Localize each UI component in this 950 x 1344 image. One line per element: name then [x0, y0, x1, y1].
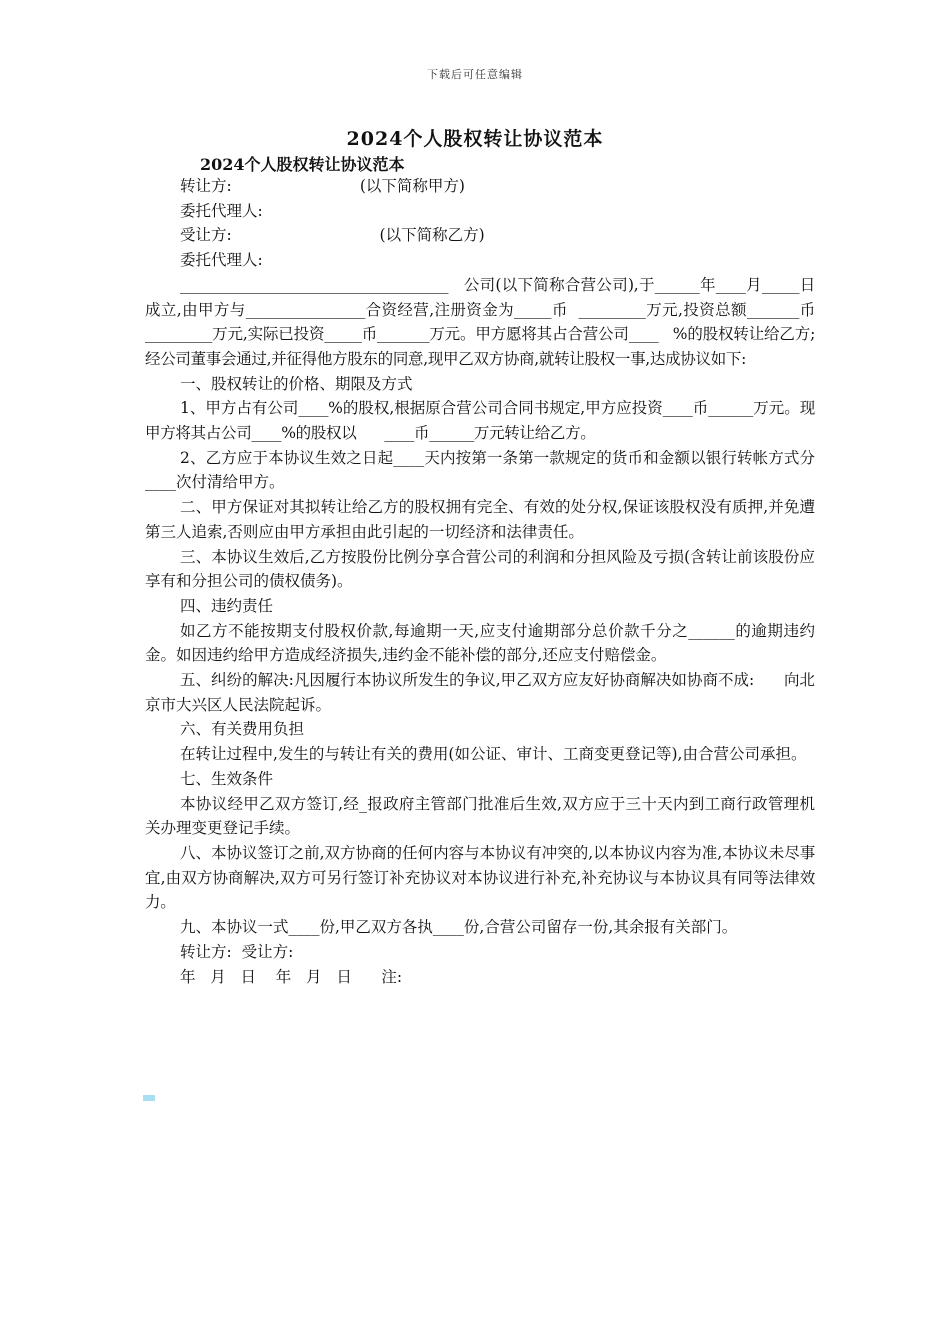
paragraph-8: 八、本协议签订之前,双方协商的任何内容与本协议有冲突的,以本协议内容为准,本协议未尽事宜,由双方协商解决,双方可另行签订补充协议对本协议进行补充,补充协议与本协议具有同等法律效力。: [145, 843, 815, 912]
paragraph-transferor-agent: 委托代理人:: [180, 201, 263, 220]
document-subtitle: 2024个人股权转让协议范本: [200, 155, 405, 174]
signature-parties: 转让方: 受让方:: [180, 942, 294, 961]
document-title: 2024个人股权转让协议范本: [346, 128, 604, 150]
paragraph-4: 如乙方不能按期支付股权价款,每逾期一天,应支付逾期部分总价款千分之______的逾期违约金。如因违约给甲方造成经济损失,违约金不能补偿的部分,还应支付赔偿金。: [145, 621, 815, 665]
header-note: 下载后可任意编辑: [427, 68, 523, 81]
paragraph-2: 二、甲方保证对其拟转让给乙方的股权拥有完全、有效的处分权,保证该股权没有质押,并免遭第三人追索,否则应由甲方承担由此引起的一切经济和法律责任。: [145, 498, 815, 541]
section-heading-6: 六、有关费用负担: [180, 720, 305, 739]
section-heading-4: 四、违约责任: [180, 596, 274, 615]
section-heading-1: 一、股权转让的价格、期限及方式: [180, 374, 413, 393]
paragraph-3: 三、本协议生效后,乙方按股份比例分享合营公司的利润和分担风险及亏损(含转让前该股份应享有和分担公司的债权债务)。: [145, 547, 815, 591]
paragraph-6: 在转让过程中,发生的与转让有关的费用(如公证、审计、工商变更登记等),由合营公司承担。: [180, 745, 807, 764]
paragraph-7: 本协议经甲乙双方签订,经_报政府主管部门批准后生效,双方应于三十天内到工商行政管理机关办理变更登记手续。: [145, 794, 815, 838]
paragraph-1-1: 1、甲方占有公司____%的股权,根据原合营公司合同书规定,甲方应投资____币______万元。现甲方将其占公司____%的股权以 ____币______万元转让给乙方。: [145, 399, 815, 443]
paragraph-9: 九、本协议一式____份,甲乙双方各执____份,合营公司留存一份,其余报有关部门。: [180, 918, 738, 937]
paragraph-1-2: 2、乙方应于本协议生效之日起____天内按第一条第一款规定的货币和金额以银行转帐方式分____次付清给甲方。: [145, 448, 815, 492]
paragraph-transferee-agent: 委托代理人:: [180, 251, 263, 270]
paragraph-transferor: 转让方: (以下简称甲方): [180, 177, 465, 195]
section-heading-7: 七、生效条件: [180, 769, 274, 788]
signature-dates: 年 月 日 年 月 日 注:: [180, 967, 403, 986]
paragraph-5: 五、纠纷的解决:凡因履行本协议所发生的争议,甲乙双方应友好协商解决如协商不成: 向北京市大兴区人民法院起诉。: [145, 671, 815, 714]
decorative-mark: [143, 1095, 155, 1101]
paragraph-preamble: ____________________________________ 公司(以下简称合营公司),于______年____月_____日成立,由甲方与________________合资经营,注册资金为_____币 _________万元,投资总额_______币_________万元,实际已投资_____币_______万元。甲方愿将其占合营公司____ %的股权转让给乙方;经公司董事会通过,并征得他方股东的同意,现甲乙双方协商,就转让股权一事,达成协议如下:: [145, 275, 815, 368]
document-body: [145, 174, 815, 989]
paragraph-transferee: 受让方: (以下简称乙方): [180, 226, 485, 245]
